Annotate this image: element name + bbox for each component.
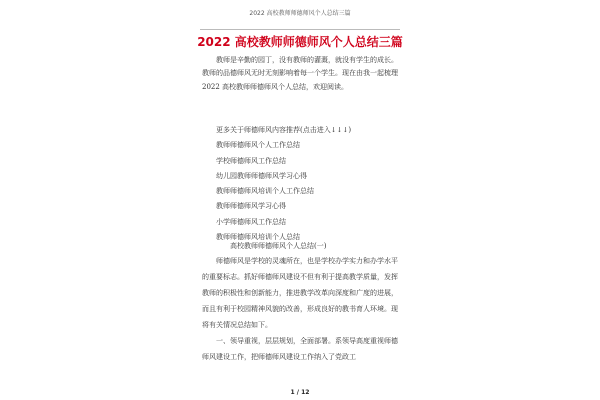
recommend-heading: 更多关于师德师风内容推荐(点击进入↓↓↓)	[216, 126, 352, 134]
recommend-link[interactable]: 教师师德师风个人工作总结	[216, 141, 300, 150]
body-content	[202, 253, 402, 365]
intro-paragraph	[202, 54, 402, 94]
recommend-link[interactable]: 幼儿园教师师德师风学习心得	[216, 171, 307, 180]
recommend-list	[216, 123, 406, 245]
document-title: 2022 高校教师师德师风个人总结三篇	[197, 35, 403, 49]
header-divider	[200, 29, 400, 30]
body-paragraph: 一、领导重视，层层规划，全面部署。系领导高度重视师德师风建设工作，把师德师风建设工作纳入了党政工	[202, 337, 398, 361]
page-header: 2022 高校教师师德师风个人总结三篇	[249, 10, 351, 17]
recommend-link[interactable]: 学校师德师风工作总结	[216, 156, 286, 165]
page-number: 1 / 12	[290, 389, 310, 396]
body-paragraph: 师德师风是学校的灵魂所在，也是学校办学实力和办学水平的重要标志。抓好师德师风建设不但有利于提高教学质量，发挥教师的积极性和创新能力，推进教学改革向深度和广度的进展，而且有利于校园精神风貌的改善，形成良好的教书育人环境。现将有关情况总结如下。	[202, 257, 398, 329]
recommend-link[interactable]: 教师师德师风学习心得	[216, 202, 286, 211]
recommend-link[interactable]: 教师师德师风培训个人总结	[216, 233, 300, 242]
recommend-link[interactable]: 教师师德师风培训个人工作总结	[216, 187, 314, 196]
recommend-link[interactable]: 小学师德师风工作总结	[216, 217, 286, 226]
section-heading: 高校教师师德师风个人总结(一)	[230, 242, 327, 250]
intro-text: 教师是辛勤的园丁，没有教师的灌溉，就没有学生的成长。教师的品德师风无时无刻影响着每一个学生。现在由我一起梳理 2022 高校教师师德师风个人总结，欢迎阅读。	[202, 56, 398, 91]
